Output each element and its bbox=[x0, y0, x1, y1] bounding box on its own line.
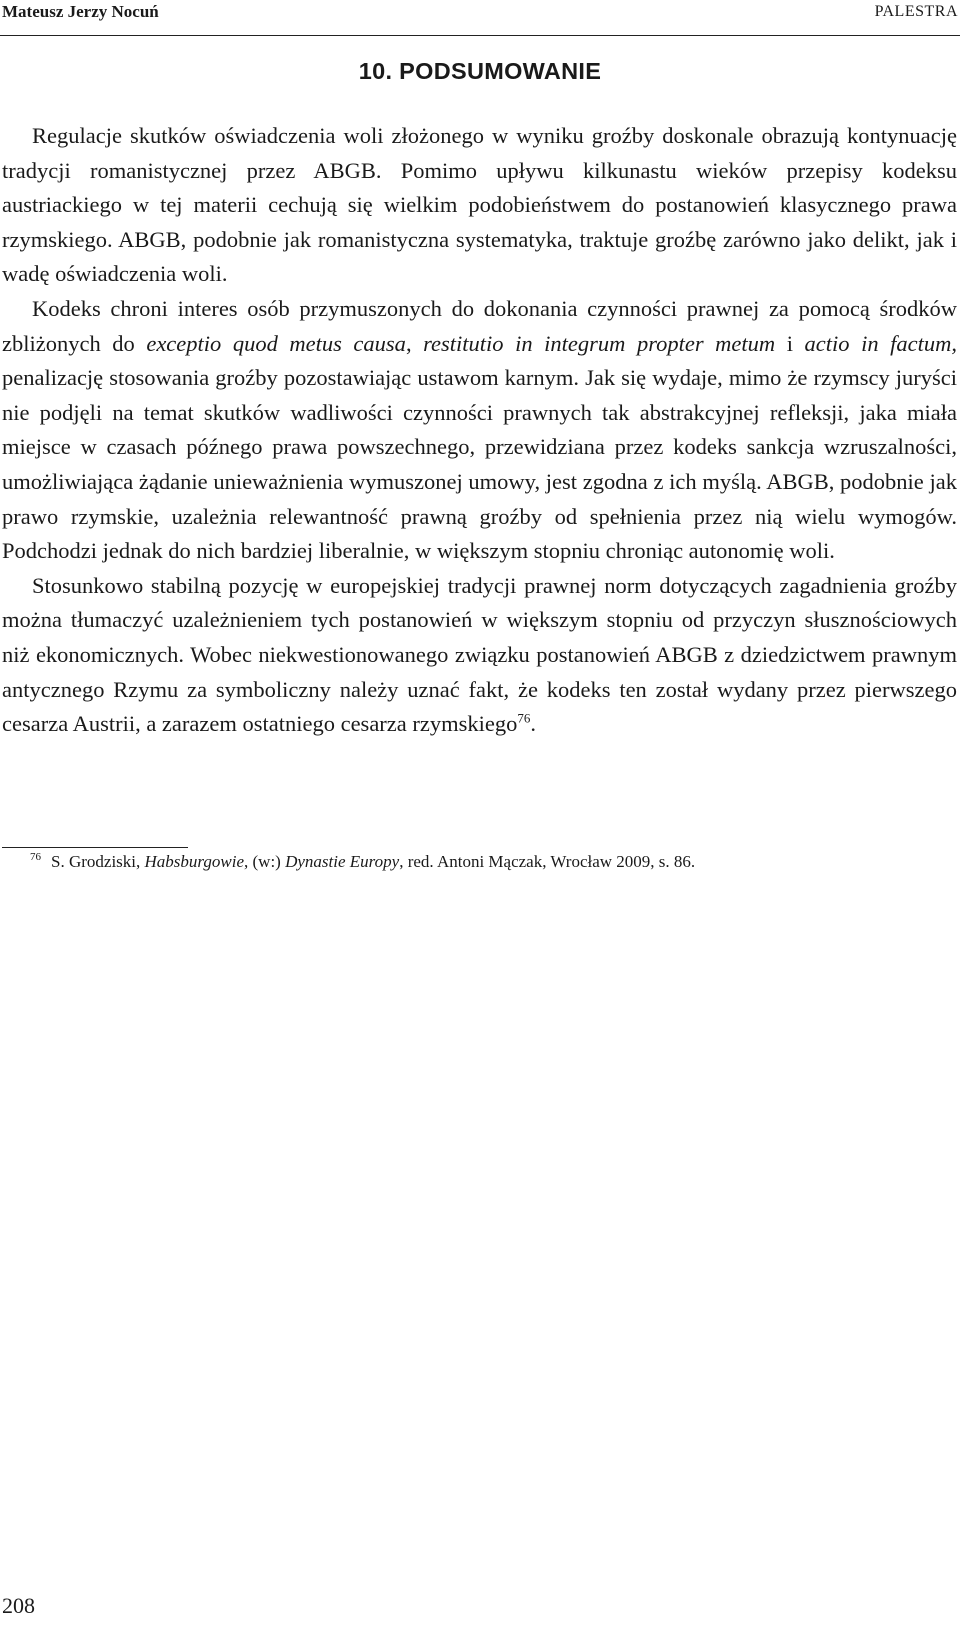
paragraph-2-sep-b: i bbox=[775, 330, 805, 356]
footnote-text-c: , red. Antoni Mączak, Wrocław 2009, s. 86. bbox=[399, 852, 696, 871]
header-author: Mateusz Jerzy Nocuń bbox=[2, 2, 159, 21]
running-header bbox=[0, 0, 960, 36]
body-text bbox=[2, 119, 957, 742]
footnote-title-habsburgowie: Habsburgowie bbox=[144, 852, 244, 871]
paragraph-1-text: Regulacje skutków oświadczenia woli złożonego w wyniku groźby doskonale obrazują kontynuację tradycji romanistycznej przez ABGB. Pomimo upływu kilkunastu wieków przepisy kodeksu austriackiego w tej materii cechują się wielkim podobieństwem do postanowień klasycznego prawa rzymskiego. ABGB, podobnie jak romanistyczna systematyka, traktuje groźbę zarówno jako delikt, jak i wadę oświadczenia woli. bbox=[2, 123, 957, 287]
latin-term-exceptio: exceptio quod metus causa bbox=[146, 330, 406, 356]
paragraph-2-text-a: Kodeks chroni interes osób przymuszonych do dokonania czynności prawnej za pomocą środków zbliżonych do bbox=[2, 295, 957, 356]
latin-term-restitutio: restitutio in integrum propter metum bbox=[423, 330, 776, 356]
paragraph-2 bbox=[2, 292, 957, 569]
page-number: 208 bbox=[2, 1593, 35, 1618]
paragraph-2-text-b: penalizację stosowania groźby pozostawiając ustawom karnym. Jak się wydaje, mimo że rzymscy juryści nie podjęli na temat skutków wadliwości czynności prawnych tak abstrakcyjnej refleksji, jaka miała miejsce w czasach późnego prawa powszechnego, przewidziana przez kodeks sankcja wzruszalności, umożliwiająca żądanie unieważnienia wymuszonej umowy, jest zgodna z ich myślą. ABGB, podobnie jak prawo rzymskie, uzależnia relewantność prawną groźby od spełnienia przez nią wielu wymogów. Podchodzi jednak do nich bardziej liberalnie, w większym stopniu chroniąc autonomię woli. bbox=[2, 365, 957, 564]
paragraph-2-sep-a: , bbox=[405, 330, 424, 356]
footnote-reference[interactable]: 76 bbox=[517, 710, 531, 726]
paragraph-1 bbox=[2, 119, 957, 292]
footnote-number: 76 bbox=[30, 851, 41, 864]
paragraph-3-end: . bbox=[530, 711, 536, 737]
footnote-text-a: S. Grodziski, bbox=[51, 852, 145, 871]
footnote bbox=[30, 851, 950, 873]
paragraph-3 bbox=[2, 569, 957, 742]
section-title: 10. PODSUMOWANIE bbox=[358, 58, 602, 84]
footnote-divider bbox=[2, 847, 188, 848]
footnote-title-dynastie: Dynastie Europy bbox=[285, 852, 400, 871]
latin-term-actio: actio in factum, bbox=[804, 330, 958, 356]
header-journal: PALESTRA bbox=[874, 3, 958, 20]
paragraph-3-text: Stosunkowo stabilną pozycję w europejskiej tradycji prawnej norm dotyczących zagadnienia groźby można tłumaczyć uzależnieniem tych postanowień w większym stopniu od przyczyn słusznościowych niż ekonomicznych. Wobec niekwestionowanego związku postanowień ABGB z dziedzictwem prawnym antycznego Rzymu za symboliczny należy uznać fakt, że kodeks ten został wydany przez pierwszego cesarza Austrii, a zarazem ostatniego cesarza rzymskiego bbox=[2, 572, 957, 737]
footnote-text-b: , (w:) bbox=[244, 852, 286, 871]
